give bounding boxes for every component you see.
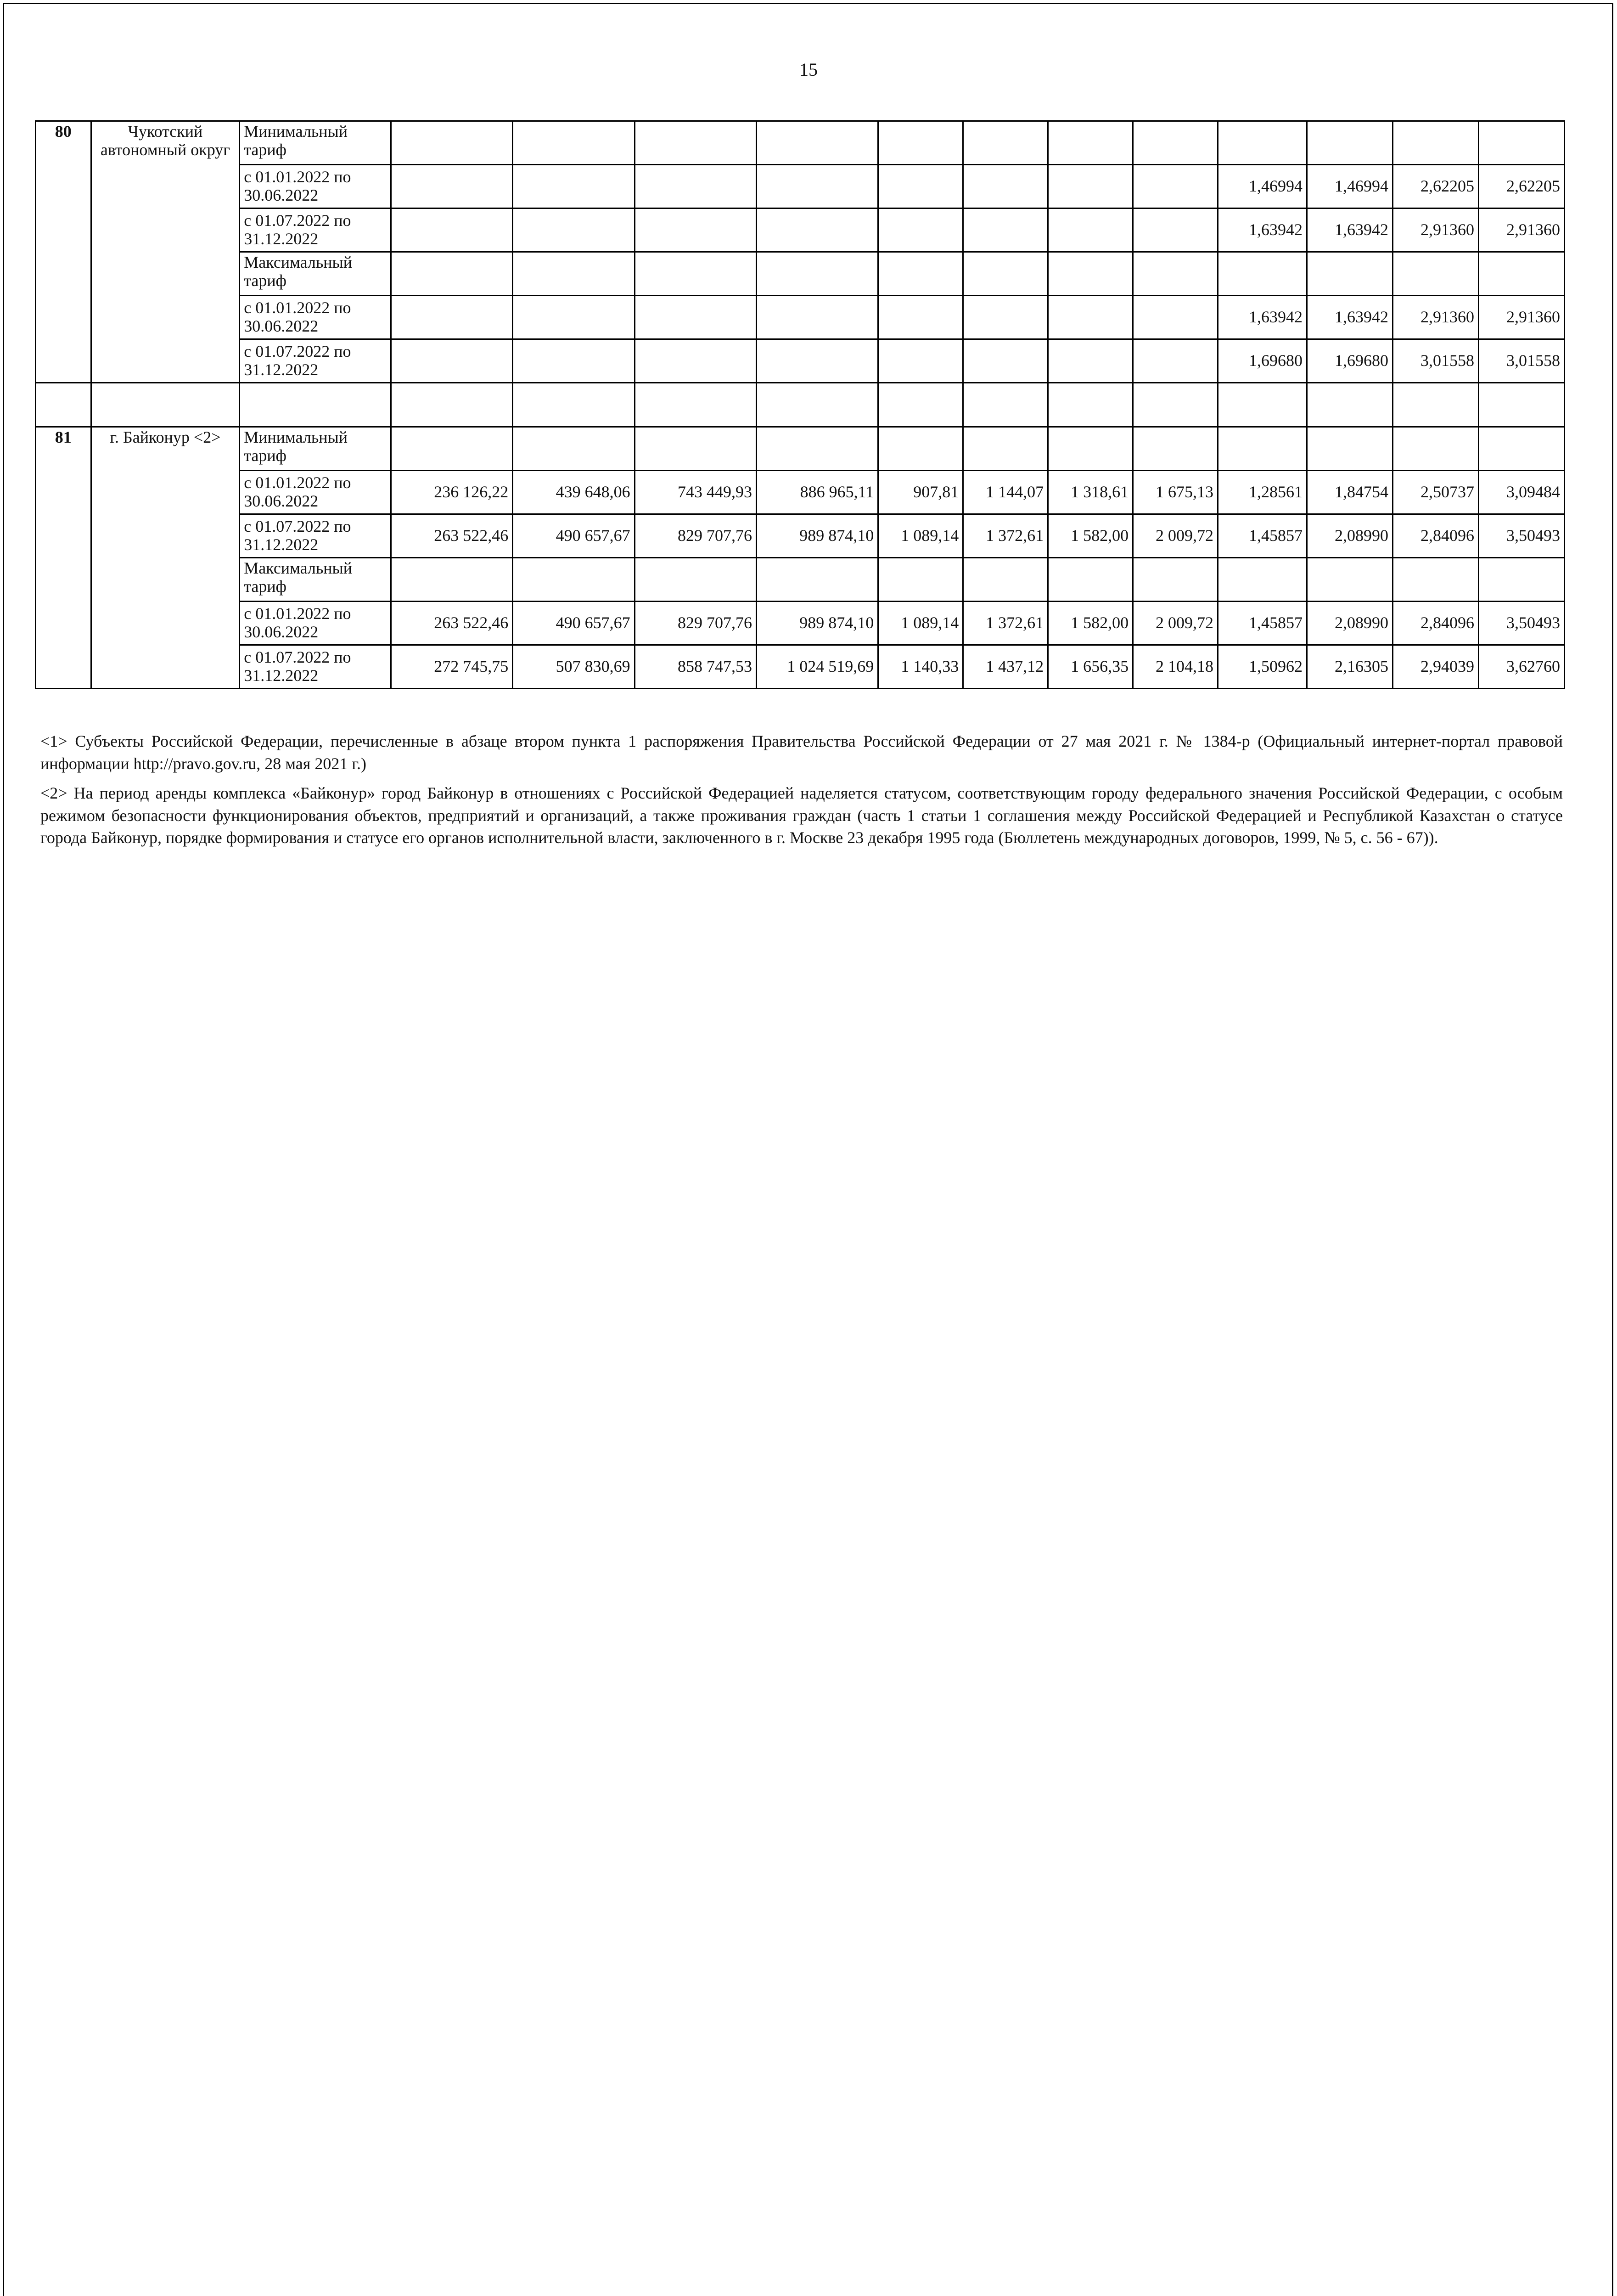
tariff-value — [963, 296, 1048, 339]
tariff-value — [1133, 558, 1218, 602]
tariff-value: 2,62205 — [1478, 165, 1564, 208]
tariff-value: 490 657,67 — [513, 602, 634, 645]
tariff-value — [634, 121, 756, 165]
tariff-value: 2,08990 — [1307, 602, 1393, 645]
empty-cell — [1048, 383, 1133, 427]
tariff-value: 1,28561 — [1218, 471, 1307, 514]
tariff-value — [1133, 427, 1218, 471]
tariff-value — [634, 558, 756, 602]
tariff-value: 3,62760 — [1478, 645, 1564, 689]
tariff-value: 829 707,76 — [634, 602, 756, 645]
region-number: 80 — [36, 121, 91, 383]
period-label: с 01.07.2022 по 31.12.2022 — [240, 645, 391, 689]
tariff-value: 3,09484 — [1478, 471, 1564, 514]
tariff-value — [1218, 558, 1307, 602]
tariff-value: 1 437,12 — [963, 645, 1048, 689]
tariff-value — [878, 252, 963, 296]
tariff-value: 1 372,61 — [963, 602, 1048, 645]
tariff-value — [391, 296, 512, 339]
tariff-value — [1133, 252, 1218, 296]
tariff-value: 3,50493 — [1478, 602, 1564, 645]
tariff-value: 1 372,61 — [963, 514, 1048, 558]
tariff-value: 1 140,33 — [878, 645, 963, 689]
empty-cell — [1478, 383, 1564, 427]
tariff-value: 989 874,10 — [756, 514, 878, 558]
table-row — [36, 252, 1565, 296]
tariff-value — [756, 121, 878, 165]
tariff-value — [756, 296, 878, 339]
tariff-value — [1048, 558, 1133, 602]
period-label: с 01.01.2022 по 30.06.2022 — [240, 296, 391, 339]
period-label: с 01.01.2022 по 30.06.2022 — [240, 165, 391, 208]
table-row — [36, 121, 1565, 165]
tariff-value — [1048, 208, 1133, 252]
tariff-value — [756, 339, 878, 383]
tariff-value: 2,16305 — [1307, 645, 1393, 689]
tariff-value — [634, 427, 756, 471]
tariff-value: 1,69680 — [1307, 339, 1393, 383]
tariff-value: 1,46994 — [1218, 165, 1307, 208]
tariff-value — [391, 558, 512, 602]
tariff-value — [1048, 121, 1133, 165]
tariff-value — [634, 296, 756, 339]
tariff-value — [513, 558, 634, 602]
tariff-value — [1133, 208, 1218, 252]
tariff-value — [391, 339, 512, 383]
empty-cell — [1218, 383, 1307, 427]
tariff-value: 743 449,93 — [634, 471, 756, 514]
tariff-value: 3,01558 — [1392, 339, 1478, 383]
tariff-value — [1218, 427, 1307, 471]
tariff-value — [963, 339, 1048, 383]
tariff-value — [634, 165, 756, 208]
tariff-value — [1307, 252, 1393, 296]
table-row — [36, 645, 1565, 689]
tariff-value: 2,91360 — [1392, 208, 1478, 252]
tariff-value: 2,84096 — [1392, 602, 1478, 645]
period-label: с 01.01.2022 по 30.06.2022 — [240, 471, 391, 514]
table-row — [36, 558, 1565, 602]
period-label: с 01.01.2022 по 30.06.2022 — [240, 602, 391, 645]
tariff-value — [1392, 121, 1478, 165]
tariff-value — [391, 121, 512, 165]
tariff-value — [513, 252, 634, 296]
tariff-value — [1048, 339, 1133, 383]
footnotes — [40, 730, 1563, 856]
tariff-value — [634, 208, 756, 252]
tariff-value: 1 656,35 — [1048, 645, 1133, 689]
tariff-value: 3,01558 — [1478, 339, 1564, 383]
tariff-value — [513, 208, 634, 252]
tariff-value: 1 089,14 — [878, 602, 963, 645]
tariff-value: 1 582,00 — [1048, 602, 1133, 645]
tariff-value: 1,63942 — [1218, 296, 1307, 339]
tariff-value: 507 830,69 — [513, 645, 634, 689]
tariff-value — [1392, 558, 1478, 602]
tariff-value: 490 657,67 — [513, 514, 634, 558]
empty-cell — [1392, 383, 1478, 427]
empty-cell — [1307, 383, 1393, 427]
tariff-value: 2,08990 — [1307, 514, 1393, 558]
tariff-value — [513, 296, 634, 339]
empty-cell — [963, 383, 1048, 427]
tariff-value — [391, 165, 512, 208]
tariff-value — [513, 165, 634, 208]
separator-row — [36, 383, 1565, 427]
tariff-value — [1478, 427, 1564, 471]
tariff-value — [513, 427, 634, 471]
region-name: Чукотский автономный округ — [91, 121, 240, 383]
tariff-value: 439 648,06 — [513, 471, 634, 514]
empty-cell — [634, 383, 756, 427]
tariff-value — [1307, 427, 1393, 471]
tariff-value — [1133, 165, 1218, 208]
tariff-value — [1133, 339, 1218, 383]
tariff-value: 1,63942 — [1307, 296, 1393, 339]
table-row — [36, 165, 1565, 208]
period-label: с 01.07.2022 по 31.12.2022 — [240, 514, 391, 558]
tariff-value — [756, 558, 878, 602]
tariff-value: 1 675,13 — [1133, 471, 1218, 514]
tariff-value: 236 126,22 — [391, 471, 512, 514]
tariff-value — [963, 558, 1048, 602]
tariff-value: 886 965,11 — [756, 471, 878, 514]
tariff-value: 1 144,07 — [963, 471, 1048, 514]
tariff-value — [513, 121, 634, 165]
tariff-value: 1,63942 — [1218, 208, 1307, 252]
table-row — [36, 471, 1565, 514]
period-label: с 01.07.2022 по 31.12.2022 — [240, 208, 391, 252]
tariff-value: 1,45857 — [1218, 514, 1307, 558]
region-number: 81 — [36, 427, 91, 689]
tariff-value — [878, 121, 963, 165]
tariff-value — [878, 558, 963, 602]
tariff-value — [1133, 121, 1218, 165]
tariff-value — [1048, 296, 1133, 339]
tariff-value — [963, 121, 1048, 165]
tariff-value: 1,63942 — [1307, 208, 1393, 252]
table-row — [36, 514, 1565, 558]
table-row — [36, 339, 1565, 383]
tariff-value: 1,84754 — [1307, 471, 1393, 514]
tariff-value: 1 089,14 — [878, 514, 963, 558]
tariff-value — [1218, 121, 1307, 165]
tariff-table — [35, 120, 1565, 689]
tariff-value: 2 104,18 — [1133, 645, 1218, 689]
tariff-value: 263 522,46 — [391, 514, 512, 558]
tariff-value: 2,91360 — [1478, 208, 1564, 252]
tariff-value: 2,84096 — [1392, 514, 1478, 558]
tariff-value — [634, 252, 756, 296]
tariff-value — [513, 339, 634, 383]
tariff-value — [756, 165, 878, 208]
table-row — [36, 208, 1565, 252]
tariff-value — [1048, 427, 1133, 471]
tariff-value: 1,46994 — [1307, 165, 1393, 208]
tariff-value — [878, 339, 963, 383]
tariff-value — [1392, 252, 1478, 296]
tariff-value: 829 707,76 — [634, 514, 756, 558]
tariff-value — [963, 165, 1048, 208]
tariff-value: 1 318,61 — [1048, 471, 1133, 514]
tariff-value — [1392, 427, 1478, 471]
tariff-value: 263 522,46 — [391, 602, 512, 645]
tariff-value: 907,81 — [878, 471, 963, 514]
tariff-value — [878, 427, 963, 471]
tariff-value: 2,62205 — [1392, 165, 1478, 208]
tariff-value — [1307, 121, 1393, 165]
tariff-value: 1,45857 — [1218, 602, 1307, 645]
empty-cell — [391, 383, 512, 427]
tariff-value — [1048, 252, 1133, 296]
tariff-value: 1 024 519,69 — [756, 645, 878, 689]
tariff-value — [1307, 558, 1393, 602]
tariff-value — [391, 427, 512, 471]
tariff-value — [756, 427, 878, 471]
tariff-table-body — [36, 121, 1565, 689]
tariff-value: 272 745,75 — [391, 645, 512, 689]
period-label: Максимальный тариф — [240, 252, 391, 296]
tariff-value — [391, 208, 512, 252]
tariff-value: 1 582,00 — [1048, 514, 1133, 558]
page-number: 15 — [799, 59, 818, 80]
tariff-value: 2,50737 — [1392, 471, 1478, 514]
tariff-value: 2 009,72 — [1133, 602, 1218, 645]
tariff-value: 1,50962 — [1218, 645, 1307, 689]
tariff-value — [634, 339, 756, 383]
tariff-value — [878, 296, 963, 339]
period-label: Минимальный тариф — [240, 427, 391, 471]
tariff-value — [1478, 558, 1564, 602]
tariff-value — [1048, 165, 1133, 208]
tariff-value — [878, 208, 963, 252]
tariff-value — [756, 208, 878, 252]
tariff-value: 3,50493 — [1478, 514, 1564, 558]
tariff-value — [756, 252, 878, 296]
tariff-value: 2,94039 — [1392, 645, 1478, 689]
empty-cell — [36, 383, 91, 427]
tariff-value — [963, 252, 1048, 296]
tariff-value — [878, 165, 963, 208]
period-label: Максимальный тариф — [240, 558, 391, 602]
tariff-value — [1133, 296, 1218, 339]
period-label: с 01.07.2022 по 31.12.2022 — [240, 339, 391, 383]
tariff-value: 2,91360 — [1392, 296, 1478, 339]
tariff-value: 1,69680 — [1218, 339, 1307, 383]
empty-cell — [1133, 383, 1218, 427]
period-label: Минимальный тариф — [240, 121, 391, 165]
tariff-value: 2,91360 — [1478, 296, 1564, 339]
tariff-value — [963, 427, 1048, 471]
empty-cell — [513, 383, 634, 427]
tariff-value — [1218, 252, 1307, 296]
tariff-value: 858 747,53 — [634, 645, 756, 689]
empty-cell — [91, 383, 240, 427]
tariff-value: 2 009,72 — [1133, 514, 1218, 558]
tariff-value — [391, 252, 512, 296]
footnote-2: <2> На период аренды комплекса «Байконур» город Байконур в отношениях с Российской Федерацией наделяется статусом, соответствующим городу федерального значения Российской Федерации, с особым режимом безопасности функционирования объектов, предприятий и организаций, а также проживания граждан (часть 1 статьи 1 соглашения между Российской Федерацией и Республикой Казахстан о статусе города Байконур, порядке формирования и статусе его органов исполнительной власти, заключенного в г. Москве 23 декабря 1995 года (Бюллетень международных договоров, 1999, № 5, с. 56 - 67)). — [40, 784, 1563, 847]
empty-cell — [756, 383, 878, 427]
table-row — [36, 602, 1565, 645]
tariff-value — [963, 208, 1048, 252]
tariff-value: 989 874,10 — [756, 602, 878, 645]
empty-cell — [878, 383, 963, 427]
tariff-value — [1478, 252, 1564, 296]
table-row — [36, 296, 1565, 339]
footnote-1: <1> Субъекты Российской Федерации, перечисленные в абзаце втором пункта 1 распоряжения Правительства Российской Федерации от 27 мая 2021 г. № 1384-р (Официальный интернет-портал правовой информации http://pravo.gov.ru, 28 мая 2021 г.) — [40, 732, 1563, 773]
tariff-value — [1478, 121, 1564, 165]
table-row — [36, 427, 1565, 471]
empty-cell — [240, 383, 391, 427]
region-name: г. Байконур <2> — [91, 427, 240, 689]
